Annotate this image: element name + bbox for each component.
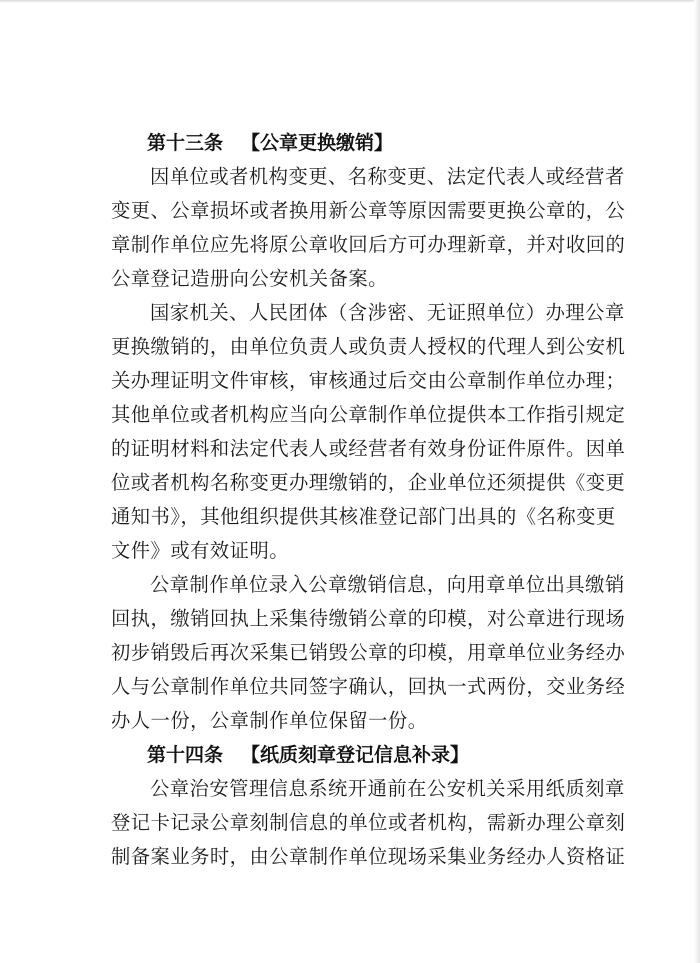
article-14-number: 第十四条: [147, 744, 224, 766]
article-13-title: 【公章更换缴销】: [241, 132, 394, 154]
text-line: 关办理证明文件审核，审核通过后交由公章制作单位办理；: [111, 369, 626, 392]
article-13-number: 第十三条: [147, 132, 224, 154]
text-line: 其他单位或者机构应当向公章制作单位提供本工作指引规定: [111, 403, 626, 426]
text-line: 办人一份，公章制作单位保留一份。: [111, 709, 428, 732]
text-line: 变更、公章损坏或者换用新公章等原因需要更换公章的，公: [111, 199, 626, 222]
document-body: [111, 126, 626, 874]
text-line: 初步销毁后再次采集已销毁公章的印模，用章单位业务经办: [111, 641, 626, 664]
text-line: 的证明材料和法定代表人或经营者有效身份证件原件。因单: [111, 437, 626, 460]
article-13-paragraph-2: [111, 296, 626, 568]
text-line: 通知书》，其他组织提供其核准登记部门出具的《名称变更: [111, 505, 616, 528]
text-line: 文件》或有效证明。: [111, 539, 290, 562]
article-13-heading: [111, 126, 601, 160]
text-line: 更换缴销的，由单位负责人或负责人授权的代理人到公安机: [111, 335, 626, 358]
article-14-paragraph-1: [111, 772, 626, 874]
text-line: 因单位或者机构变更、名称变更、法定代表人或经营者: [150, 165, 625, 188]
text-line: 回执，缴销回执上采集待缴销公章的印模，对公章进行现场: [111, 607, 626, 630]
text-line: 国家机关、人民团体（含涉密、无证照单位）办理公章: [150, 301, 625, 324]
text-line: 登记卡记录公章刻制信息的单位或者机构，需新办理公章刻: [111, 811, 626, 834]
scan-edge-right: [694, 0, 700, 963]
text-line: 制备案业务时，由公章制作单位现场采集业务经办人资格证: [111, 845, 626, 868]
article-13-paragraph-1: [111, 160, 626, 296]
text-line: 人与公章制作单位共同签字确认，回执一式两份，交业务经: [111, 675, 626, 698]
scan-edge-top: [0, 0, 700, 3]
text-line: 公章登记造册向公安机关备案。: [111, 267, 388, 290]
text-line: 公章制作单位录入公章缴销信息，向用章单位出具缴销: [150, 573, 625, 596]
text-line: 公章治安管理信息系统开通前在公安机关采用纸质刻章: [150, 777, 625, 800]
article-14-title: 【纸质刻章登记信息补录】: [241, 744, 470, 766]
text-line: 章制作单位应先将原公章收回后方可办理新章，并对收回的: [111, 233, 626, 256]
article-14-heading: [111, 738, 601, 772]
text-line: 位或者机构名称变更办理缴销的，企业单位还须提供《变更: [111, 471, 626, 494]
article-13-paragraph-3: [111, 568, 626, 738]
